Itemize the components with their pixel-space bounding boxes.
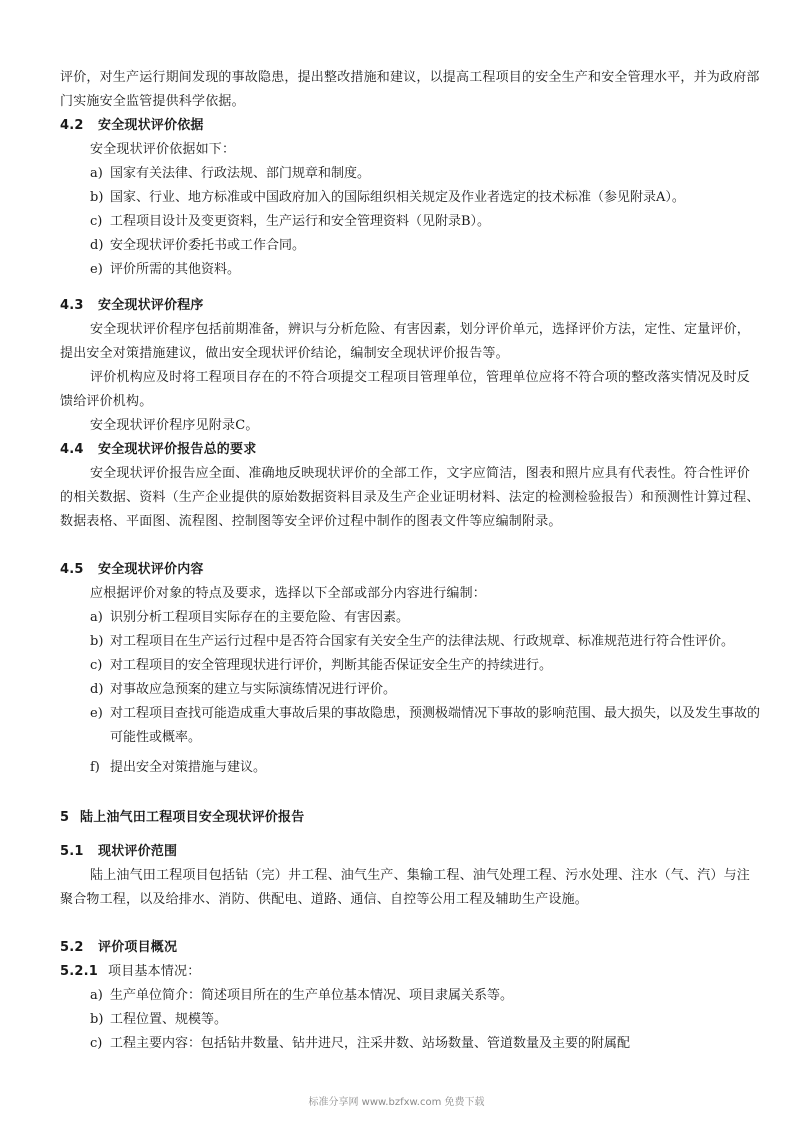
list-item: [90, 606, 767, 630]
list-item: [90, 678, 767, 702]
heading-number: 5.1: [60, 844, 84, 859]
heading-4-4: [60, 438, 256, 462]
heading-5-2: [60, 936, 177, 960]
paragraph: 应根据评价对象的特点及要求，选择以下全部或部分内容进行编制：: [90, 586, 487, 601]
paragraph: 评价机构应及时将工程项目存在的不符合项提交工程项目管理单位，管理单位应将不符合项的整改落实情况及时反馈给评价机构。: [60, 370, 751, 409]
list-text: 生产单位简介：简述项目所在的生产单位基本情况、项目隶属关系等。: [110, 988, 514, 1003]
heading-title: 评价项目概况: [98, 940, 178, 955]
list-text: 国家有关法律、行政法规、部门规章和制度。: [110, 166, 371, 181]
list-marker: a): [90, 988, 103, 1003]
heading-5-2-1: [60, 960, 200, 984]
list-item: [90, 654, 767, 678]
paragraph: 安全现状评价报告应全面、准确地反映现状评价的全部工作，文字应简洁，图表和照片应具有代表性。符合性评价的相关数据、资料（生产企业提供的原始数据资料目录及生产企业证明材料、法定的检测检验报告）和预测性计算过程、数据表格、平面图、流程图、控制图等安全评价过程中制作的图表文件等应编制附录。: [60, 466, 760, 529]
list-text: 对工程项目查找可能造成重大事故后果的事故隐患，预测极端情况下事故的影响范围、最大损失，以及发生事故的可能性或概率。: [110, 706, 761, 745]
list-marker: a): [90, 610, 103, 625]
heading-title: 安全现状评价程序: [98, 298, 204, 313]
heading-4-2: [60, 114, 204, 138]
heading-4-3: [60, 294, 204, 318]
heading-title: 陆上油气田工程项目安全现状评价报告: [80, 810, 305, 825]
list-item: [90, 162, 767, 186]
list-text: 提出安全对策措施与建议。: [110, 760, 267, 775]
heading-number: 4.5: [60, 562, 84, 577]
list-5-2-1: [90, 984, 790, 1056]
heading-title: 安全现状评价报告总的要求: [98, 442, 257, 457]
list-item: [90, 984, 767, 1008]
list-text: 识别分析工程项目实际存在的主要危险、有害因素。: [110, 610, 410, 625]
list-marker: a): [90, 166, 103, 181]
list-text: 对工程项目在生产运行过程中是否符合国家有关安全生产的法律法规、行政规章、标准规范进行符合性评价。: [110, 634, 735, 649]
list-marker: f): [90, 760, 100, 775]
heading-title: 现状评价范围: [98, 844, 178, 859]
heading-number: 5.2.1: [60, 964, 99, 979]
list-item: [90, 258, 767, 282]
heading-number: 5: [60, 810, 70, 825]
list-marker: c): [90, 658, 103, 673]
list-marker: d): [90, 682, 104, 697]
list-marker: c): [90, 214, 103, 229]
paragraph: 安全现状评价依据如下：: [90, 142, 236, 157]
paragraph: 安全现状评价程序见附录C。: [90, 418, 259, 433]
list-item: [90, 630, 767, 654]
paragraph: 安全现状评价程序包括前期准备，辨识与分析危险、有害因素，划分评价单元，选择评价方法，定性、定量评价，提出安全对策措施建议，做出安全现状评价结论，编制安全现状评价报告等。: [60, 322, 751, 361]
intro-paragraph: 评价，对生产运行期间发现的事故隐患，提出整改措施和建议，以提高工程项目的安全生产和安全管理水平，并为政府部门实施安全监管提供科学依据。: [60, 70, 760, 109]
heading-title: 安全现状评价依据: [98, 118, 204, 133]
list-text: 工程主要内容：包括钻井数量、钻井进尺，注采井数、站场数量、管道数量及主要的附属配: [110, 1036, 631, 1051]
list-item: [90, 1032, 790, 1056]
list-text: 评价所需的其他资料。: [110, 262, 241, 277]
heading-number: 4.3: [60, 298, 84, 313]
list-text: 对事故应急预案的建立与实际演练情况进行评价。: [110, 682, 397, 697]
list-item: [90, 756, 767, 780]
heading-title: 安全现状评价内容: [98, 562, 204, 577]
heading-5: [60, 806, 304, 830]
list-4-2: [90, 162, 767, 282]
list-4-5: [90, 606, 767, 780]
list-marker: b): [90, 1012, 104, 1027]
list-item: [90, 210, 767, 234]
heading-5-1: [60, 840, 177, 864]
list-item: [90, 234, 767, 258]
list-text: 工程项目设计及变更资料，生产运行和安全管理资料（见附录B）。: [110, 214, 491, 229]
list-marker: b): [90, 634, 104, 649]
list-marker: e): [90, 706, 103, 721]
list-marker: c): [90, 1036, 103, 1051]
list-item: [90, 702, 767, 750]
footer-watermark: 标准分享网 www.bzfxw.com 免费下载: [308, 1097, 485, 1108]
heading-number: 5.2: [60, 940, 84, 955]
heading-number: 4.2: [60, 118, 84, 133]
list-text: 对工程项目的安全管理现状进行评价，判断其能否保证安全生产的持续进行。: [110, 658, 553, 673]
list-marker: d): [90, 238, 104, 253]
paragraph: 陆上油气田工程项目包括钻（完）井工程、油气生产、集输工程、油气处理工程、污水处理、注水（气、汽）与注聚合物工程，以及给排水、消防、供配电、道路、通信、自控等公用工程及辅助生产设施。: [60, 868, 751, 907]
list-item: [90, 186, 767, 210]
list-marker: b): [90, 190, 104, 205]
heading-4-5: [60, 558, 204, 582]
list-marker: e): [90, 262, 103, 277]
list-text: 工程位置、规模等。: [110, 1012, 228, 1027]
heading-number: 4.4: [60, 442, 84, 457]
list-item: [90, 1008, 767, 1032]
heading-title: 项目基本情况：: [108, 964, 201, 979]
list-text: 安全现状评价委托书或工作合同。: [110, 238, 306, 253]
list-text: 国家、行业、地方标准或中国政府加入的国际组织相关规定及作业者选定的技术标准（参见附录A）。: [110, 190, 685, 205]
